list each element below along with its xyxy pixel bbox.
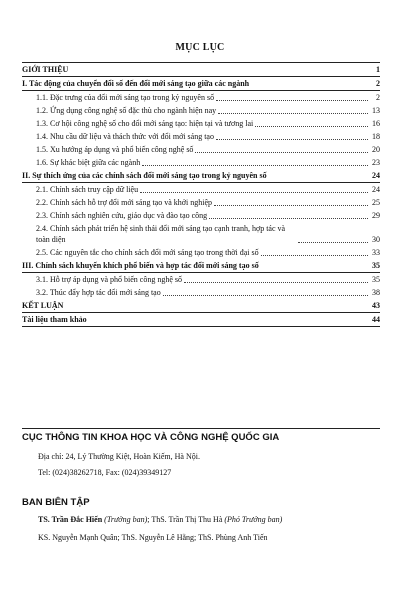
toc-title: MỤC LỤC [175,42,225,53]
toc-entry-text: II. Sự thích ứng của các chính sách đổi mới sáng tạo trong kỷ nguyên số [22,171,267,180]
toc-dot-leader [216,139,368,140]
toc-dot-leader [216,100,368,101]
toc-entry-text: 1.3. Cơ hội công nghệ số cho đổi mới sáng tạo: hiện tại và tương lai [36,119,254,128]
toc-dot-leader [218,113,368,114]
toc-subsection-row [22,143,380,156]
org-phone: Tel: (024)38262718, Fax: (024)39349127 [38,468,172,477]
toc-subsection-row [22,91,380,104]
toc-entry-text: 1.4. Nhu cầu dữ liệu và thách thức với đổi mới sáng tạo [36,132,214,141]
toc-page-number: 13 [368,105,380,117]
toc-subsection-row [22,222,380,246]
toc-dot-leader [184,282,368,283]
toc-dot-leader [142,165,368,166]
toc-section-row [22,313,380,327]
toc-dot-leader [195,152,368,153]
toc-page-number: 1 [368,64,380,76]
editorial-chiefs [38,515,282,524]
deputy-name: ; ThS. Trần Thị Thu Hà [147,515,223,524]
toc-subsection-row [22,130,380,143]
toc-section-row [22,299,380,313]
toc-section-row [22,77,380,91]
toc-subsection-row [22,117,380,130]
toc-dot-leader [209,218,368,219]
toc-page-number: 23 [368,157,380,169]
toc-page-number: 25 [368,197,380,209]
toc-page-number: 35 [368,274,380,286]
toc-page-number: 35 [368,260,380,272]
deputy-role: (Phó Trưởng ban) [224,515,283,524]
toc-entry-text: 2.1. Chính sách truy cập dữ liệu [36,185,139,194]
toc-section-row [22,169,380,183]
toc-subsection-row [22,196,380,209]
toc-dot-leader [140,192,368,193]
toc-subsection-row [22,209,380,222]
chief-name: TS. Trần Đắc Hiến [38,515,103,524]
toc-page-number: 30 [368,234,380,246]
toc-subsection-row [22,156,380,169]
toc-dot-leader [214,205,368,206]
toc-dot-leader [298,242,368,243]
editorial-members: KS. Nguyễn Mạnh Quân; ThS. Nguyễn Lê Hằng; ThS. Phùng Anh Tiến [38,533,268,542]
toc-entry-text: 3.2. Thúc đẩy hợp tác đổi mới sáng tạo [36,288,161,297]
toc-page-number: 29 [368,210,380,222]
toc-section-row [22,259,380,273]
toc-entry-text: 1.5. Xu hướng áp dụng và phổ biến công nghệ số [36,145,194,154]
toc-section-row [22,63,380,77]
toc-entry-text: 2.5. Các nguyên tắc cho chính sách đổi mới sáng tạo trong thời đại số [36,248,259,257]
toc-entry-text: 2.4. Chính sách phát triển hệ sinh thái đổi mới sáng tạo cạnh tranh, hợp tác và toàn diện [36,222,298,246]
toc-page-number: 38 [368,287,380,299]
toc-subsection-row [22,183,380,196]
toc-subsection-row [22,286,380,299]
toc-page-number: 24 [368,170,380,182]
toc-page-number: 20 [368,144,380,156]
toc-entry-text: III. Chính sách khuyến khích phổ biến và hợp tác đổi mới sáng tạo số [22,261,259,270]
toc-page-number: 18 [368,131,380,143]
toc-subsection-row [22,273,380,286]
toc-entry-text: 2.2. Chính sách hỗ trợ đổi mới sáng tạo và khởi nghiệp [36,198,213,207]
toc-entry-text: 2.3. Chính sách nghiên cứu, giáo dục và đào tạo công [36,211,208,220]
toc-entry-text: Tài liệu tham khảo [22,315,87,324]
toc-page-number: 44 [368,314,380,326]
toc-entry-text: 1.6. Sự khác biệt giữa các ngành [36,158,141,167]
toc-entry-text: 1.1. Đặc trưng của đổi mới sáng tạo trong kỷ nguyên số [36,93,215,102]
toc-page-number: 24 [368,184,380,196]
chief-role: (Trưởng ban) [104,515,148,524]
toc-subsection-row [22,104,380,117]
toc-dot-leader [255,126,368,127]
toc-entry-text: 3.1. Hỗ trợ áp dụng và phổ biến công nghệ số [36,275,182,284]
org-address: Địa chỉ: 24, Lý Thường Kiệt, Hoàn Kiếm, Hà Nội. [38,452,200,461]
toc-page-number: 2 [368,92,380,104]
editorial-heading: BAN BIÊN TẬP [22,497,90,508]
toc-dot-leader [163,295,368,296]
toc-page-number: 33 [368,247,380,259]
toc-subsection-row [22,246,380,259]
org-name: CỤC THÔNG TIN KHOA HỌC VÀ CÔNG NGHỆ QUỐC GIA [22,432,280,443]
toc-page-number: 43 [368,300,380,312]
toc-entry-text: I. Tác động của chuyển đổi số đến đổi mới sáng tạo giữa các ngành [22,79,250,88]
toc-page-number: 2 [368,78,380,90]
toc-entry-text: 1.2. Ứng dụng công nghệ số đặc thù cho ngành hiện nay [36,106,217,115]
toc-entry-text: GIỚI THIỆU [22,65,69,74]
toc-page-number: 16 [368,118,380,130]
toc-dot-leader [261,255,368,256]
toc-table [22,62,380,327]
section-divider [22,428,380,429]
toc-entry-text: KẾT LUẬN [22,301,64,310]
